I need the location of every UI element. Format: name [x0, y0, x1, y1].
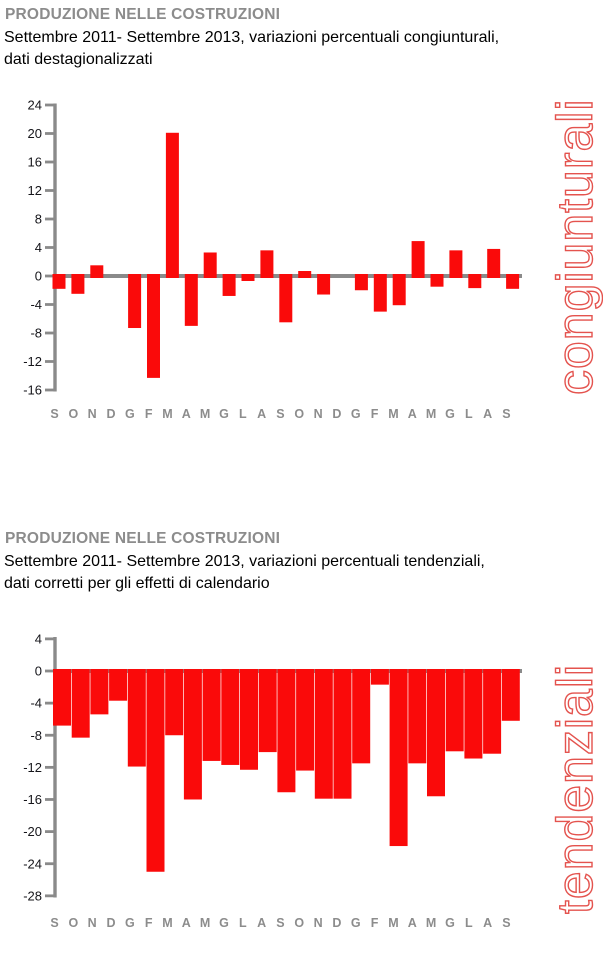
x-label-A-7: A — [181, 407, 191, 421]
bar-G-21 — [446, 669, 464, 751]
y-tick — [45, 702, 54, 705]
x-label-F-5: F — [144, 407, 153, 421]
x-label-L-10: L — [238, 916, 247, 930]
y-tick-label: 4 — [34, 631, 42, 647]
x-label-N-14: N — [313, 407, 323, 421]
bar-F-17 — [371, 669, 389, 685]
chart-title: PRODUZIONE NELLE COSTRUZIONI — [5, 6, 281, 23]
y-tick-label: 4 — [34, 240, 42, 256]
bar-A-23 — [487, 249, 500, 278]
bar-M-6 — [166, 133, 179, 278]
x-label-G-21: G — [445, 407, 455, 421]
y-tick-label: -28 — [23, 888, 42, 904]
y-tick-label: -4 — [30, 297, 42, 313]
chart-title: PRODUZIONE NELLE COSTRUZIONI — [5, 530, 281, 547]
bar-L-22 — [468, 274, 481, 288]
bar-O-1 — [72, 669, 90, 738]
x-label-M-6: M — [162, 407, 173, 421]
x-label-M-20: M — [425, 407, 437, 421]
bar-L-22 — [464, 669, 482, 759]
x-label-M-6: M — [162, 916, 173, 930]
x-label-O-1: O — [68, 916, 79, 930]
bar-A-19 — [408, 669, 426, 763]
bar-N-2 — [90, 669, 108, 714]
chart-subtitle — [4, 27, 499, 71]
bar-S-24 — [506, 274, 519, 289]
y-tick — [45, 670, 54, 673]
y-tick-label: 16 — [27, 154, 42, 170]
x-label-S-0: S — [50, 916, 59, 930]
x-label-M-18: M — [388, 407, 399, 421]
x-label-O-13: O — [294, 407, 305, 421]
x-label-D-15: D — [332, 916, 342, 930]
side-label-tendenziali: tendenziali — [547, 663, 603, 914]
x-label-F-17: F — [370, 407, 379, 421]
bar-A-11 — [260, 250, 273, 278]
x-label-G-9: G — [219, 407, 229, 421]
bar-M-8 — [203, 669, 221, 761]
y-tick-label: 0 — [34, 268, 42, 284]
y-tick-label: 24 — [27, 97, 42, 113]
y-tick-label: 0 — [34, 663, 42, 679]
bar-L-10 — [242, 274, 255, 281]
bar-F-5 — [147, 669, 165, 872]
y-tick-label: -12 — [23, 354, 42, 370]
subtitle-line-1: Settembre 2011- Settembre 2013, variazioni percentuali congiunturali, — [4, 29, 500, 46]
bar-A-11 — [259, 669, 277, 752]
x-label-G-9: G — [219, 916, 229, 930]
y-tick — [45, 894, 54, 897]
y-tick — [45, 389, 54, 392]
y-tick-label: -4 — [30, 695, 42, 711]
x-label-N-2: N — [87, 916, 97, 930]
x-label-M-8: M — [199, 916, 211, 930]
bar-A-23 — [483, 669, 501, 754]
y-tick — [45, 637, 54, 640]
x-label-L-22: L — [464, 916, 473, 930]
x-label-N-14: N — [313, 916, 323, 930]
y-tick — [45, 104, 54, 107]
y-tick — [45, 862, 54, 865]
x-label-A-19: A — [407, 407, 417, 421]
bar-S-0 — [53, 274, 66, 289]
chart-subtitle — [4, 551, 485, 595]
y-axis-line — [53, 104, 56, 392]
y-tick — [45, 189, 54, 192]
y-tick-label: 12 — [27, 183, 42, 199]
x-label-G-21: G — [445, 916, 455, 930]
x-label-O-13: O — [294, 916, 305, 930]
x-label-F-17: F — [370, 916, 379, 930]
bar-G-16 — [352, 669, 370, 763]
x-label-G-16: G — [350, 407, 361, 421]
y-tick-label: 20 — [27, 126, 42, 142]
y-tick-label: -24 — [23, 856, 42, 872]
y-tick — [45, 303, 54, 306]
bar-L-10 — [240, 669, 258, 770]
bar-A-7 — [184, 669, 202, 799]
y-tick — [45, 798, 54, 801]
x-label-L-22: L — [464, 407, 473, 421]
bar-M-8 — [204, 252, 217, 278]
x-label-O-1: O — [68, 407, 79, 421]
bar-chart-tendenziali — [0, 618, 545, 961]
y-tick — [45, 275, 54, 278]
x-label-A-11: A — [257, 916, 267, 930]
bar-D-15 — [334, 669, 352, 799]
x-label-M-8: M — [199, 407, 211, 421]
bar-M-18 — [393, 274, 406, 305]
bar-G-4 — [128, 669, 146, 767]
y-tick-label: -8 — [30, 727, 42, 743]
subtitle-line-2: dati corretti per gli effetti di calendario — [4, 575, 270, 592]
bar-chart-congiunturali — [0, 88, 545, 433]
x-label-F-5: F — [144, 916, 153, 930]
bar-M-18 — [390, 669, 408, 846]
y-tick — [45, 161, 54, 164]
bar-O-13 — [296, 669, 314, 771]
y-tick — [45, 766, 54, 769]
bar-S-0 — [53, 669, 71, 726]
y-tick-label: -20 — [23, 824, 42, 840]
y-tick-label: -16 — [23, 792, 42, 808]
bar-M-6 — [165, 669, 183, 735]
y-tick — [45, 360, 54, 363]
bar-G-21 — [449, 250, 462, 278]
bar-O-1 — [71, 274, 84, 294]
bar-G-9 — [223, 274, 236, 296]
bar-F-5 — [147, 274, 160, 378]
x-label-M-20: M — [425, 916, 437, 930]
bar-M-20 — [431, 274, 444, 287]
bar-G-16 — [355, 274, 368, 290]
x-label-D-15: D — [332, 407, 342, 421]
y-tick — [45, 218, 54, 221]
bar-O-13 — [298, 271, 311, 278]
x-label-M-18: M — [388, 916, 399, 930]
x-label-A-7: A — [181, 916, 191, 930]
x-label-D-3: D — [106, 916, 116, 930]
x-label-S-0: S — [50, 407, 59, 421]
x-label-D-3: D — [106, 407, 116, 421]
bar-S-24 — [502, 669, 520, 721]
x-label-G-16: G — [350, 916, 361, 930]
bar-N-14 — [315, 669, 333, 799]
y-tick — [45, 246, 54, 249]
x-label-G-4: G — [124, 916, 135, 930]
x-label-A-11: A — [257, 407, 267, 421]
y-tick — [45, 734, 54, 737]
x-label-A-19: A — [407, 916, 417, 930]
side-label-congiunturali: congiunturali — [547, 98, 603, 395]
x-label-G-4: G — [124, 407, 135, 421]
bar-S-12 — [279, 274, 292, 322]
x-label-S-12: S — [276, 407, 285, 421]
bar-F-17 — [374, 274, 387, 312]
subtitle-line-2: dati destagionalizzati — [4, 51, 153, 68]
subtitle-line-1: Settembre 2011- Settembre 2013, variazioni percentuali tendenziali, — [4, 553, 485, 570]
y-tick-label: -8 — [30, 325, 42, 341]
bar-M-20 — [427, 669, 445, 796]
bar-G-4 — [128, 274, 141, 328]
y-tick — [45, 132, 54, 135]
x-label-S-12: S — [276, 916, 285, 930]
bar-N-2 — [90, 265, 103, 278]
bar-S-12 — [277, 669, 295, 792]
y-tick-label: -16 — [23, 382, 42, 398]
x-label-A-23: A — [483, 916, 493, 930]
x-label-L-10: L — [238, 407, 247, 421]
y-tick — [45, 332, 54, 335]
y-tick-label: -12 — [23, 759, 42, 775]
x-label-A-23: A — [483, 407, 493, 421]
bar-G-9 — [221, 669, 239, 765]
bar-A-19 — [412, 241, 425, 278]
x-label-N-2: N — [87, 407, 97, 421]
x-label-S-24: S — [502, 407, 511, 421]
bar-D-3 — [109, 669, 127, 701]
y-tick-label: 8 — [34, 211, 42, 227]
x-label-S-24: S — [502, 916, 511, 930]
y-tick — [45, 830, 54, 833]
chart-section-tendenziali — [0, 522, 610, 961]
bar-A-7 — [185, 274, 198, 326]
bar-N-14 — [317, 274, 330, 295]
